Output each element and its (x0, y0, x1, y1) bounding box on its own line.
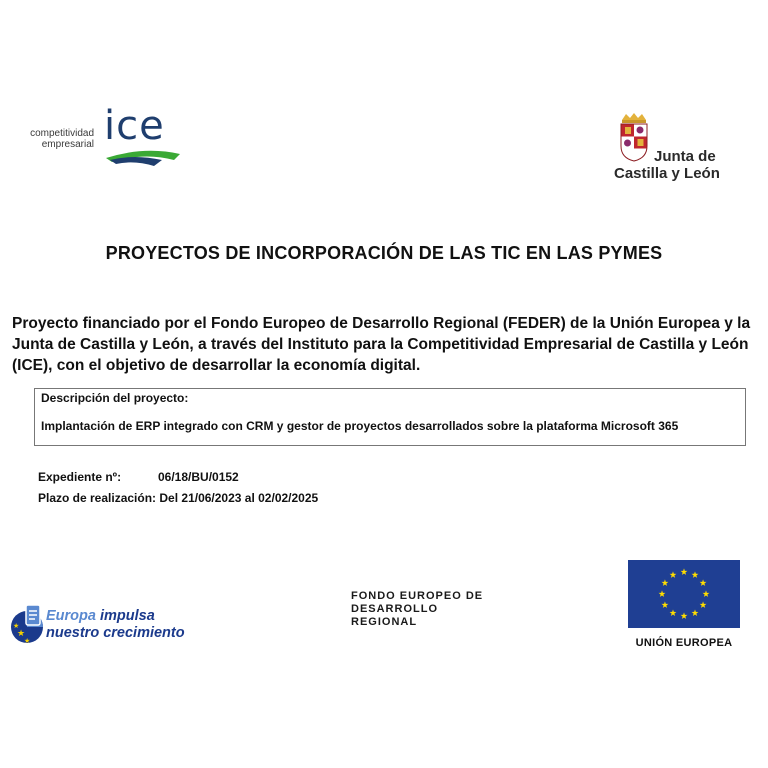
ice-tagline (14, 128, 94, 150)
expediente-row (38, 470, 239, 484)
expediente-value: 06/18/BU/0152 (158, 470, 239, 484)
expediente-label: Expediente nº: (38, 470, 122, 484)
ice-swoosh-icon (104, 148, 182, 168)
plazo-value: Del 21/06/2023 al 02/02/2025 (159, 491, 319, 505)
feder-line2: DESARROLLO (351, 603, 438, 615)
svg-text:★: ★ (17, 629, 26, 639)
ice-logo (14, 103, 174, 168)
feder-line1: FONDO EUROPEO DE (351, 590, 484, 602)
description-value: Implantación de ERP integrado con CRM y gestor de proyectos desarrollados sobre la plataforma Microsoft 365 (41, 419, 679, 433)
europa-globe-icon (10, 603, 46, 647)
svg-text:★: ★ (13, 622, 20, 630)
ice-tagline-line2: empresarial (41, 139, 94, 150)
jcyl-name-line2: Castilla y León (614, 165, 720, 182)
jcyl-logo (610, 112, 730, 184)
eu-flag-icon (628, 560, 740, 628)
europa-impulsa-logo (10, 603, 210, 649)
europa-word: Europa (46, 608, 96, 624)
europa-impulsa-line1 (46, 608, 155, 625)
description-label: Descripción del proyecto: (41, 391, 189, 405)
feder-line3: REGIONAL (351, 616, 418, 628)
plazo-row (38, 491, 318, 505)
plazo-label: Plazo de realización: (38, 491, 157, 505)
feder-label (351, 590, 483, 629)
ice-wordmark: ice (104, 103, 165, 149)
impulsa-word: impulsa (99, 608, 155, 624)
europa-impulsa-line2: nuestro crecimiento (46, 625, 185, 641)
page-title: PROYECTOS DE INCORPORACIÓN DE LAS TIC EN LAS PYMES (105, 243, 663, 263)
jcyl-name-line1: Junta de (654, 148, 716, 165)
funding-statement: Proyecto financiado por el Fondo Europeo de Desarrollo Regional (FEDER) de la Unión Europea y la Junta de Castilla y León, a través del Instituto para la Competitividad Empresarial de Castilla y León (ICE), con el objetivo de desarrollar la economía digital. (12, 315, 751, 374)
project-description-box (34, 388, 746, 446)
ice-tagline-line1: competitividad (30, 128, 94, 139)
eu-label: UNIÓN EUROPEA (635, 637, 733, 649)
svg-text:★: ★ (24, 637, 31, 645)
jcyl-coat-of-arms-icon (618, 112, 650, 162)
